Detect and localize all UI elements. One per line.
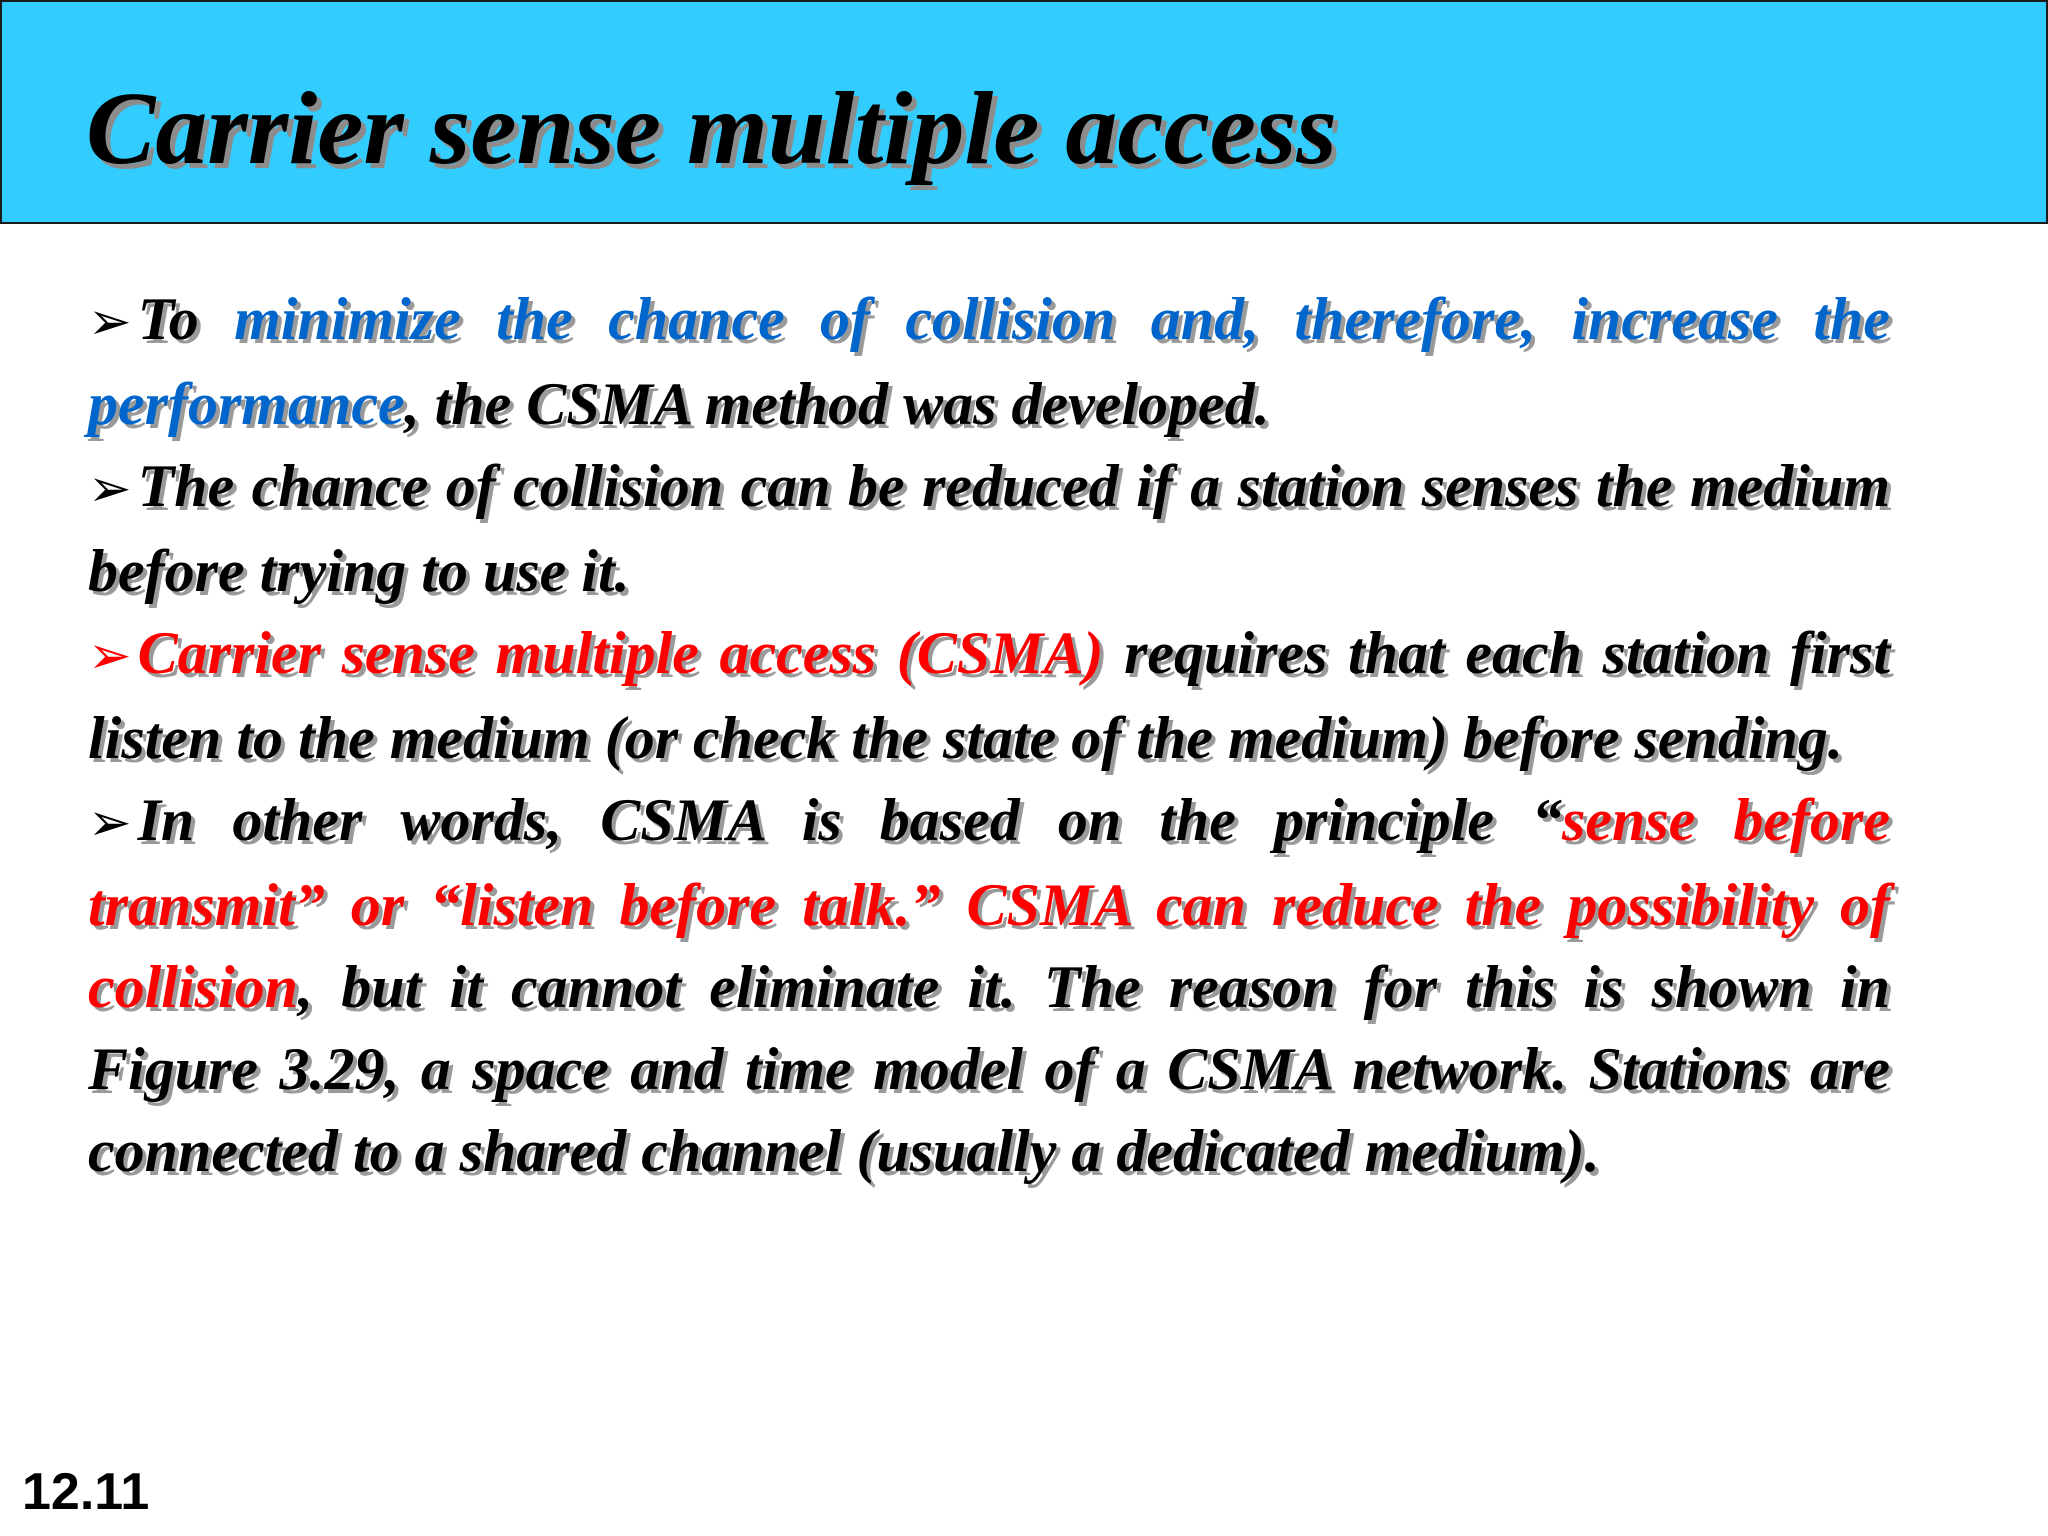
slide-title: Carrier sense multiple access <box>86 71 1337 186</box>
bullet-3-highlight: Carrier sense multiple access (CSMA) <box>137 620 1104 686</box>
bullet-1-lead: To <box>137 286 235 352</box>
bullet-3-rest: requires that each station first listen to the medium (or check the state of the medium) before sending. <box>88 620 1890 771</box>
bullet-4-highlight: sense before transmit” or “listen before talk.” CSMA can reduce the possibility of collision <box>88 787 1891 1020</box>
slide-content <box>88 278 1890 1192</box>
bullet-2 <box>88 445 1890 612</box>
bullet-1-highlight: minimize the chance of collision and, therefore, increase the performance <box>88 286 1890 437</box>
bullet-4-rest: , but it cannot eliminate it. The reason for this is shown in Figure 3.29, a space and time model of a CSMA network. Stations are connected to a shared channel (usually a dedicated medium). <box>88 954 1890 1184</box>
bullet-1-rest: , the CSMA method was developed. <box>404 371 1270 437</box>
bullet-2-text: The chance of collision can be reduced if a station senses the medium before trying to use it. <box>88 453 1890 604</box>
slide-number: 12.11 <box>22 1463 150 1521</box>
bullet-4 <box>88 779 1890 1192</box>
arrowhead-bullet-icon: ➢ <box>88 292 132 352</box>
bullet-4-lead: In other words, CSMA is based on the principle “ <box>137 787 1563 853</box>
arrowhead-bullet-icon: ➢ <box>88 459 132 519</box>
title-bar <box>0 0 2048 224</box>
arrowhead-bullet-icon: ➢ <box>88 793 132 853</box>
bullet-3 <box>88 612 1890 779</box>
bullet-1 <box>88 278 1890 445</box>
arrowhead-bullet-icon: ➢ <box>88 626 132 686</box>
